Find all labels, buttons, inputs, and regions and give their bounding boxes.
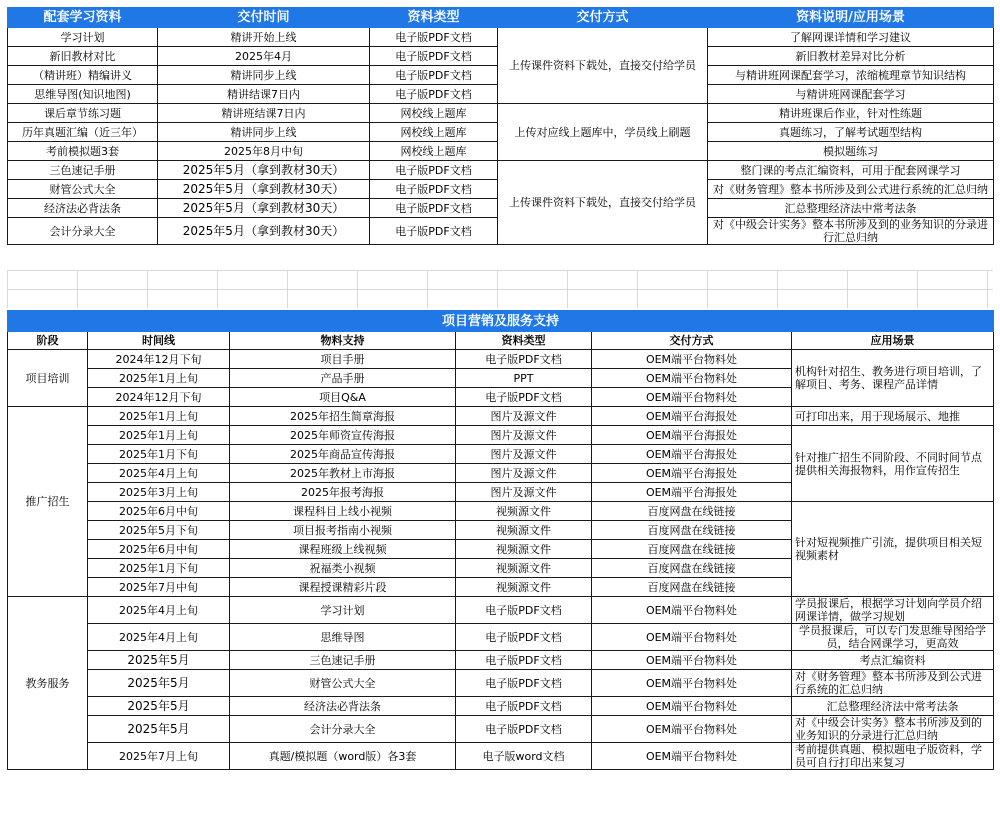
row-time: 2025年1月上旬 xyxy=(88,407,230,426)
material-delivery: 上传课件资料下载处，直接交付给学员 xyxy=(498,28,708,104)
material-desc: 对《中级会计实务》整本书所涉及到的业务知识的分录进行汇总归纳 xyxy=(708,218,994,245)
row-type: 视频源文件 xyxy=(456,502,592,521)
table-row xyxy=(8,161,994,180)
row-type: 电子版PDF文档 xyxy=(456,597,592,624)
row-scene: 考前提供真题、模拟题电子版资料，学员可自行打印出来复习 xyxy=(792,743,994,770)
row-type: 电子版PDF文档 xyxy=(456,697,592,716)
row-time: 2025年4月上旬 xyxy=(88,597,230,624)
row-type: 电子版PDF文档 xyxy=(456,388,592,407)
material-type: 电子版PDF文档 xyxy=(370,66,498,85)
material-type: 电子版PDF文档 xyxy=(370,161,498,180)
row-item: 2025年师资宣传海报 xyxy=(230,426,456,445)
row-type: 图片及源文件 xyxy=(456,483,592,502)
row-item: 真题/模拟题（word版）各3套 xyxy=(230,743,456,770)
row-time: 2025年6月中旬 xyxy=(88,540,230,559)
stage-cell: 推广招生 xyxy=(8,407,88,597)
material-name: （精讲班）精编讲义 xyxy=(8,66,158,85)
row-scene: 考点汇编资料 xyxy=(792,651,994,670)
table-row xyxy=(8,426,994,445)
row-way: OEM端平台海报处 xyxy=(592,407,792,426)
header-stage: 阶段 xyxy=(8,332,88,350)
row-type: 电子版PDF文档 xyxy=(456,350,592,369)
table-row xyxy=(8,502,994,521)
row-type: 电子版PDF文档 xyxy=(456,651,592,670)
row-way: OEM端平台物料处 xyxy=(592,743,792,770)
row-way: OEM端平台物料处 xyxy=(592,716,792,743)
header-time: 交付时间 xyxy=(158,8,370,28)
row-time: 2025年6月中旬 xyxy=(88,502,230,521)
row-item: 课程科目上线小视频 xyxy=(230,502,456,521)
table-row xyxy=(8,350,994,369)
row-item: 2025年商品宣传海报 xyxy=(230,445,456,464)
row-time: 2025年1月下旬 xyxy=(88,559,230,578)
row-item: 课程授课精彩片段 xyxy=(230,578,456,597)
material-delivery: 上传课件资料下载处，直接交付给学员 xyxy=(498,161,708,245)
row-item: 思维导图 xyxy=(230,624,456,651)
table-row xyxy=(8,651,994,670)
row-type: 视频源文件 xyxy=(456,578,592,597)
row-way: 百度网盘在线链接 xyxy=(592,559,792,578)
stage-cell: 项目培训 xyxy=(8,350,88,407)
row-scene: 汇总整理经济法中常考法条 xyxy=(792,697,994,716)
row-scene: 机构针对招生、教务进行项目培训，了解项目、考务、课程产品详情 xyxy=(792,350,994,407)
material-name: 会计分录大全 xyxy=(8,218,158,245)
material-desc: 与精讲班网课配套学习 xyxy=(708,85,994,104)
row-type: 图片及源文件 xyxy=(456,407,592,426)
row-item: 课程班级上线视频 xyxy=(230,540,456,559)
material-time: 精讲同步上线 xyxy=(158,66,370,85)
row-item: 2025年报考海报 xyxy=(230,483,456,502)
row-type: 视频源文件 xyxy=(456,559,592,578)
row-item: 项目Q&A xyxy=(230,388,456,407)
row-type: 视频源文件 xyxy=(456,521,592,540)
stage-cell: 教务服务 xyxy=(8,597,88,770)
row-way: 百度网盘在线链接 xyxy=(592,521,792,540)
material-name: 财管公式大全 xyxy=(8,180,158,199)
row-time: 2024年12月下旬 xyxy=(88,350,230,369)
row-type: 视频源文件 xyxy=(456,540,592,559)
table-header-row xyxy=(8,8,994,28)
table-row xyxy=(8,407,994,426)
row-way: OEM端平台物料处 xyxy=(592,369,792,388)
row-way: 百度网盘在线链接 xyxy=(592,578,792,597)
material-name: 考前模拟题3套 xyxy=(8,142,158,161)
header-material: 配套学习资料 xyxy=(8,8,158,28)
row-time: 2025年5月 xyxy=(88,716,230,743)
row-type: PPT xyxy=(456,369,592,388)
header-timeline: 时间线 xyxy=(88,332,230,350)
material-desc: 了解网课详情和学习建议 xyxy=(708,28,994,47)
header-delivery: 交付方式 xyxy=(498,8,708,28)
row-way: 百度网盘在线链接 xyxy=(592,502,792,521)
row-item: 三色速记手册 xyxy=(230,651,456,670)
row-scene: 针对短视频推广引流，提供项目相关短视频素材 xyxy=(792,502,994,597)
material-desc: 汇总整理经济法中常考法条 xyxy=(708,199,994,218)
row-way: 百度网盘在线链接 xyxy=(592,540,792,559)
row-way: OEM端平台海报处 xyxy=(592,426,792,445)
material-type: 网校线上题库 xyxy=(370,104,498,123)
row-item: 项目报考指南小视频 xyxy=(230,521,456,540)
material-type: 电子版PDF文档 xyxy=(370,199,498,218)
row-time: 2025年1月下旬 xyxy=(88,445,230,464)
material-type: 电子版PDF文档 xyxy=(370,47,498,66)
row-way: OEM端平台物料处 xyxy=(592,670,792,697)
row-scene: 学员报课后，根据学习计划向学员介绍网课详情，做学习规划 xyxy=(792,597,994,624)
header-desc: 资料说明/应用场景 xyxy=(708,8,994,28)
material-desc: 新旧教材差异对比分析 xyxy=(708,47,994,66)
row-scene: 针对推广招生不同阶段、不同时间节点提供相关海报物料，用作宣传招生 xyxy=(792,426,994,502)
row-type: 图片及源文件 xyxy=(456,464,592,483)
row-item: 财管公式大全 xyxy=(230,670,456,697)
material-desc: 精讲班课后作业，针对性练题 xyxy=(708,104,994,123)
row-scene: 可打印出来，用于现场展示、地推 xyxy=(792,407,994,426)
table-row xyxy=(8,104,994,123)
header-delivery: 交付方式 xyxy=(592,332,792,350)
material-desc: 整门课的考点汇编资料，可用于配套网课学习 xyxy=(708,161,994,180)
row-type: 图片及源文件 xyxy=(456,426,592,445)
material-type: 电子版PDF文档 xyxy=(370,218,498,245)
table-row xyxy=(8,716,994,743)
row-scene: 对《中级会计实务》整本书所涉及到的业务知识的分录进行汇总归纳 xyxy=(792,716,994,743)
material-type: 电子版PDF文档 xyxy=(370,28,498,47)
material-time: 精讲班结课7日内 xyxy=(158,104,370,123)
material-delivery: 上传对应线上题库中，学员线上刷题 xyxy=(498,104,708,161)
table-header-row xyxy=(8,332,994,350)
table-row xyxy=(8,28,994,47)
row-item: 祝福类小视频 xyxy=(230,559,456,578)
header-scene: 应用场景 xyxy=(792,332,994,350)
row-type: 电子版PDF文档 xyxy=(456,624,592,651)
material-time: 精讲开始上线 xyxy=(158,28,370,47)
row-time: 2025年7月上旬 xyxy=(88,743,230,770)
header-type: 资料类型 xyxy=(456,332,592,350)
row-time: 2025年7月中旬 xyxy=(88,578,230,597)
row-time: 2024年12月下旬 xyxy=(88,388,230,407)
material-name: 三色速记手册 xyxy=(8,161,158,180)
material-type: 电子版PDF文档 xyxy=(370,85,498,104)
table-row xyxy=(8,697,994,716)
material-time: 2025年5月（拿到教材30天） xyxy=(158,161,370,180)
row-time: 2025年4月上旬 xyxy=(88,464,230,483)
table-row xyxy=(8,670,994,697)
table-row xyxy=(8,597,994,624)
row-way: OEM端平台物料处 xyxy=(592,624,792,651)
table-row xyxy=(8,624,994,651)
row-time: 2025年5月下旬 xyxy=(88,521,230,540)
row-item: 会计分录大全 xyxy=(230,716,456,743)
material-type: 电子版PDF文档 xyxy=(370,180,498,199)
material-name: 新旧教材对比 xyxy=(8,47,158,66)
material-name: 思维导图(知识地图) xyxy=(8,85,158,104)
material-desc: 模拟题练习 xyxy=(708,142,994,161)
material-name: 学习计划 xyxy=(8,28,158,47)
row-way: OEM端平台海报处 xyxy=(592,483,792,502)
row-time: 2025年4月上旬 xyxy=(88,624,230,651)
header-material: 物料支持 xyxy=(230,332,456,350)
row-item: 经济法必背法条 xyxy=(230,697,456,716)
row-item: 2025年教材上市海报 xyxy=(230,464,456,483)
row-way: OEM端平台物料处 xyxy=(592,651,792,670)
table-row xyxy=(8,743,994,770)
marketing-support-table xyxy=(7,310,994,770)
row-way: OEM端平台海报处 xyxy=(592,445,792,464)
row-time: 2025年5月 xyxy=(88,697,230,716)
row-time: 2025年1月上旬 xyxy=(88,426,230,445)
material-time: 2025年5月（拿到教材30天） xyxy=(158,218,370,245)
row-way: OEM端平台海报处 xyxy=(592,464,792,483)
row-item: 学习计划 xyxy=(230,597,456,624)
material-name: 历年真题汇编（近三年） xyxy=(8,123,158,142)
study-materials-table xyxy=(7,7,994,245)
row-way: OEM端平台物料处 xyxy=(592,350,792,369)
row-way: OEM端平台物料处 xyxy=(592,388,792,407)
material-time: 2025年8月中旬 xyxy=(158,142,370,161)
row-item: 项目手册 xyxy=(230,350,456,369)
material-name: 课后章节练习题 xyxy=(8,104,158,123)
material-time: 精讲同步上线 xyxy=(158,123,370,142)
table-title: 项目营销及服务支持 xyxy=(8,311,994,332)
material-time: 2025年5月（拿到教材30天） xyxy=(158,180,370,199)
material-name: 经济法必背法条 xyxy=(8,199,158,218)
row-type: 电子版word文档 xyxy=(456,743,592,770)
row-type: 电子版PDF文档 xyxy=(456,716,592,743)
material-type: 网校线上题库 xyxy=(370,142,498,161)
material-time: 2025年5月（拿到教材30天） xyxy=(158,199,370,218)
table-title-row xyxy=(8,311,994,332)
row-item: 产品手册 xyxy=(230,369,456,388)
material-time: 2025年4月 xyxy=(158,47,370,66)
row-item: 2025年招生简章海报 xyxy=(230,407,456,426)
row-time: 2025年3月上旬 xyxy=(88,483,230,502)
row-type: 电子版PDF文档 xyxy=(456,670,592,697)
row-scene: 对《财务管理》整本书所涉及到公式进行系统的汇总归纳 xyxy=(792,670,994,697)
row-scene: 学员报课后，可以专门发思维导图给学员，结合网课学习，更高效 xyxy=(792,624,994,651)
row-time: 2025年1月上旬 xyxy=(88,369,230,388)
row-way: OEM端平台物料处 xyxy=(592,697,792,716)
row-type: 图片及源文件 xyxy=(456,445,592,464)
spreadsheet-empty-cells xyxy=(7,270,993,308)
material-time: 精讲结课7日内 xyxy=(158,85,370,104)
row-way: OEM端平台物料处 xyxy=(592,597,792,624)
row-time: 2025年5月 xyxy=(88,670,230,697)
material-type: 网校线上题库 xyxy=(370,123,498,142)
header-type: 资料类型 xyxy=(370,8,498,28)
material-desc: 真题练习，了解考试题型结构 xyxy=(708,123,994,142)
material-desc: 与精讲班网课配套学习，浓缩梳理章节知识结构 xyxy=(708,66,994,85)
row-time: 2025年5月 xyxy=(88,651,230,670)
material-desc: 对《财务管理》整本书所涉及到公式进行系统的汇总归纳 xyxy=(708,180,994,199)
